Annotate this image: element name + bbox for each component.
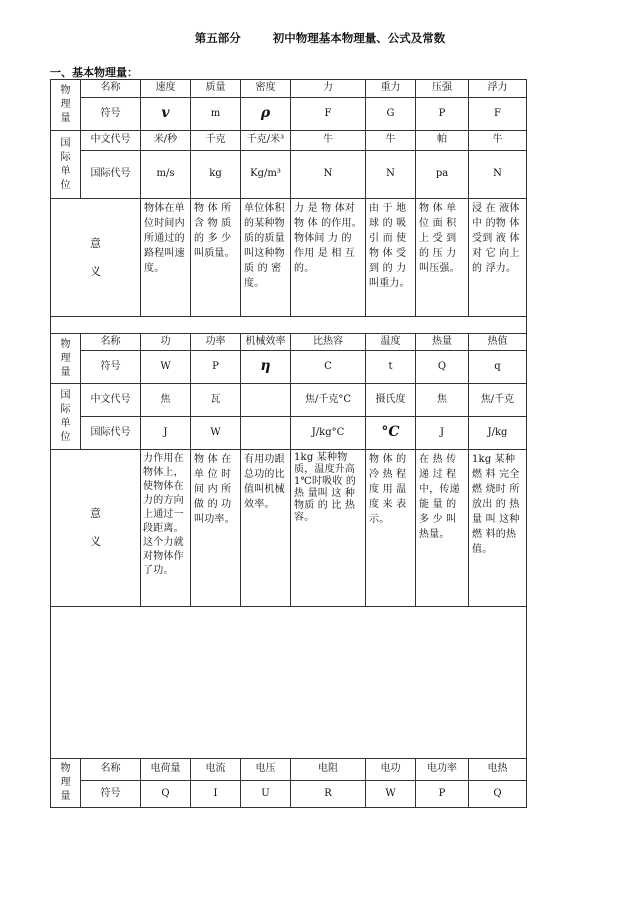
intl-code-header: 国际代号 <box>81 417 141 450</box>
t1-cn-unit: 牛 <box>469 131 527 151</box>
t1-name: 浮力 <box>469 80 527 98</box>
t2-intl-unit: J/kg <box>469 417 527 450</box>
t1-intl-unit-row <box>51 151 527 199</box>
t3-name: 电热 <box>469 759 527 781</box>
intl-unit-label: 国 际 单 位 <box>51 131 81 199</box>
spacer-row <box>51 317 527 334</box>
t1-meaning: 物体在单位时间内所通过的路程叫速度。 <box>141 199 191 317</box>
physical-quantity-label: 物 理 量 <box>51 80 81 131</box>
t1-meaning: 力 是 物 体对 物 体 的作用。物体间 力 的 作用 是 相 互的。 <box>291 199 366 317</box>
t2-meaning: 有用功跟总功的比值叫机械效率。 <box>241 450 291 607</box>
symbol-header: 符号 <box>81 98 141 131</box>
t2-intl-unit: J/kg°C <box>291 417 366 450</box>
t2-cn-unit: 瓦 <box>191 384 241 417</box>
t1-cn-unit: 千克/米³ <box>241 131 291 151</box>
t2-name-row <box>51 334 527 351</box>
t1-cn-unit: 米/秒 <box>141 131 191 151</box>
t2-intl-unit: W <box>191 417 241 450</box>
chinese-code-header: 中文代号 <box>81 131 141 151</box>
t2-name: 热量 <box>416 334 469 351</box>
t2-intl-unit <box>241 417 291 450</box>
t2-symbol: t <box>366 351 416 384</box>
meaning-label: 意 义 <box>51 450 141 607</box>
t3-name: 电荷量 <box>141 759 191 781</box>
blank-area-row <box>51 607 527 759</box>
t1-cn-unit: 千克 <box>191 131 241 151</box>
t3-name: 电流 <box>191 759 241 781</box>
t1-intl-unit: Kg/m³ <box>241 151 291 199</box>
t2-name: 比热容 <box>291 334 366 351</box>
t1-name: 力 <box>291 80 366 98</box>
chinese-code-header: 中文代号 <box>81 384 141 417</box>
t1-symbol: m <box>191 98 241 131</box>
t1-cn-unit-row <box>51 131 527 151</box>
t2-meaning: 在 热 传递 过 程中，传递能 量 的多 少 叫热量。 <box>416 450 469 607</box>
t3-symbol: Q <box>469 781 527 808</box>
t1-name: 速度 <box>141 80 191 98</box>
t3-symbol: U <box>241 781 291 808</box>
t1-symbol-row <box>51 98 527 131</box>
t2-intl-unit: J <box>416 417 469 450</box>
t2-name: 热值 <box>469 334 527 351</box>
physical-quantity-label: 物 理 量 <box>51 759 81 808</box>
t2-symbol: C <box>291 351 366 384</box>
t2-cn-unit: 焦 <box>416 384 469 417</box>
physics-quantities-table <box>50 79 527 808</box>
t2-intl-unit-row <box>51 417 527 450</box>
t3-symbol: Q <box>141 781 191 808</box>
t1-name: 质量 <box>191 80 241 98</box>
t1-intl-unit: N <box>469 151 527 199</box>
name-header: 名称 <box>81 759 141 781</box>
t2-name: 功率 <box>191 334 241 351</box>
name-header: 名称 <box>81 80 141 98</box>
t2-meaning-row <box>51 450 527 607</box>
t2-symbol-row <box>51 351 527 384</box>
t2-meaning: 1kg 某种燃 料 完全 燃 烧时 所 放出 的 热量 叫 这种 燃 料的热值。 <box>469 450 527 607</box>
t1-intl-unit: N <box>291 151 366 199</box>
t1-intl-unit: N <box>366 151 416 199</box>
t1-symbol: v <box>141 98 191 131</box>
t1-name: 密度 <box>241 80 291 98</box>
t1-meaning-row <box>51 199 527 317</box>
t1-intl-unit: kg <box>191 151 241 199</box>
t2-symbol: η <box>241 351 291 384</box>
t1-intl-unit: m/s <box>141 151 191 199</box>
t1-meaning: 浸 在 液体 中 的物 体 受到 液 体对 它 向上 的 浮力。 <box>469 199 527 317</box>
t2-intl-unit: °C <box>366 417 416 450</box>
t1-cn-unit: 帕 <box>416 131 469 151</box>
t1-symbol: G <box>366 98 416 131</box>
t2-symbol: W <box>141 351 191 384</box>
t2-symbol: P <box>191 351 241 384</box>
t1-cn-unit: 牛 <box>366 131 416 151</box>
t1-meaning: 由 于 地球 的 吸引 而 使物 体 受到 的 力叫重力。 <box>366 199 416 317</box>
t2-cn-unit <box>241 384 291 417</box>
t2-name: 温度 <box>366 334 416 351</box>
physical-quantity-label: 物 理 量 <box>51 334 81 384</box>
t3-name: 电功 <box>366 759 416 781</box>
t3-symbol: P <box>416 781 469 808</box>
t1-cn-unit: 牛 <box>291 131 366 151</box>
t2-name: 机械效率 <box>241 334 291 351</box>
intl-code-header: 国际代号 <box>81 151 141 199</box>
t1-intl-unit: pa <box>416 151 469 199</box>
t3-name: 电阻 <box>291 759 366 781</box>
t1-meaning: 物 体 所含 物 质的 多 少叫质量。 <box>191 199 241 317</box>
t1-meaning: 物 体 单位 面 积上 受 到的 压 力叫压强。 <box>416 199 469 317</box>
t3-name: 电压 <box>241 759 291 781</box>
document-title: 第五部分 初中物理基本物理量、公式及常数 <box>194 31 446 45</box>
t2-meaning: 力作用在物体上，使物体在力的方向上通过一段距离。这个力就对物体作了功。 <box>141 450 191 607</box>
t2-symbol: Q <box>416 351 469 384</box>
symbol-header: 符号 <box>81 351 141 384</box>
t2-cn-unit: 焦 <box>141 384 191 417</box>
symbol-header: 符号 <box>81 781 141 808</box>
t2-meaning: 物 体 的冷 热 程度 用 温度 来 表示。 <box>366 450 416 607</box>
name-header: 名称 <box>81 334 141 351</box>
t3-symbol-row <box>51 781 527 808</box>
t2-name: 功 <box>141 334 191 351</box>
t2-symbol: q <box>469 351 527 384</box>
t2-cn-unit: 焦/千克°C <box>291 384 366 417</box>
t1-symbol: F <box>469 98 527 131</box>
t2-cn-unit-row <box>51 384 527 417</box>
t1-name-row <box>51 80 527 98</box>
t3-name: 电功率 <box>416 759 469 781</box>
section-heading: 一、基本物理量： <box>50 66 138 79</box>
t2-meaning: 1kg 某种物质，温度升高 1℃时吸收 的 热 量叫 这 种 物质 的 比 热容。 <box>291 450 366 607</box>
t2-cn-unit: 焦/千克 <box>469 384 527 417</box>
meaning-label: 意 义 <box>51 199 141 317</box>
t1-symbol: ρ <box>241 98 291 131</box>
t1-meaning: 单位体积的某种物质的质量叫这种物 质 的 密度。 <box>241 199 291 317</box>
t3-symbol: R <box>291 781 366 808</box>
t3-symbol: I <box>191 781 241 808</box>
t1-name: 重力 <box>366 80 416 98</box>
t1-name: 压强 <box>416 80 469 98</box>
t2-meaning: 物 体 在单 位 时间 内 所做 的 功叫功率。 <box>191 450 241 607</box>
t3-name-row <box>51 759 527 781</box>
t2-cn-unit: 摄氏度 <box>366 384 416 417</box>
t2-intl-unit: J <box>141 417 191 450</box>
t1-symbol: P <box>416 98 469 131</box>
t3-symbol: W <box>366 781 416 808</box>
intl-unit-label: 国 际 单 位 <box>51 384 81 450</box>
t1-symbol: F <box>291 98 366 131</box>
